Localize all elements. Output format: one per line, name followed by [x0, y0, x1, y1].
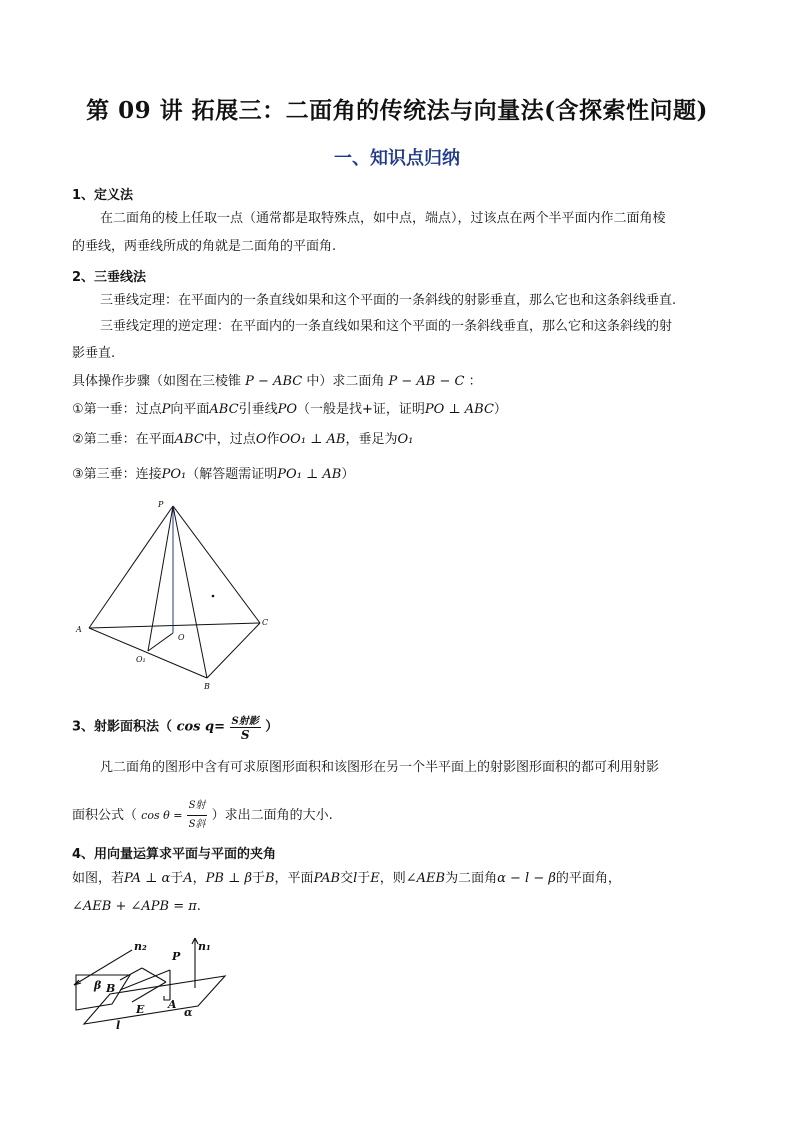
edge-pc [173, 506, 260, 623]
method2-heading: 2、三垂线法 [72, 270, 147, 285]
document-title: 第 09 讲 拓展三：二面角的传统法与向量法(含探索性问题) [86, 97, 708, 124]
formula-numerator: S射 [187, 797, 208, 816]
step2 [72, 431, 413, 449]
m4-math-a: A [183, 871, 193, 886]
step2-text-b: 中，过点 [203, 432, 256, 447]
m4-text-h: ，则 [379, 871, 406, 886]
plane-beta-flap-bottom [132, 982, 166, 1002]
step2-text-d: ，垂足为 [345, 432, 398, 447]
method4-heading: 4、用向量运算求平面与平面的夹角 [72, 847, 277, 862]
segment-po1 [148, 506, 173, 651]
method3-text-a: 面积公式（ [72, 808, 138, 823]
step3 [72, 466, 354, 484]
m4-text-a: 如图，若 [72, 871, 125, 886]
step3-math-perp: PO₁ ⊥ AB [277, 467, 342, 482]
step1-text-c: 引垂线 [238, 402, 278, 417]
step2-math-o1: O₁ [397, 432, 414, 447]
steps-text-c: ： [468, 374, 482, 389]
vector-dihedral-figure [70, 930, 240, 1032]
method3-formula-cos: cos θ = [141, 809, 183, 822]
label-c: C [262, 618, 269, 627]
formula-denominator: S斜 [188, 819, 206, 830]
step1-math-p: P [161, 402, 171, 417]
step1 [72, 401, 507, 419]
label-o1: O₁ [136, 655, 146, 664]
method4-line2 [72, 898, 201, 916]
label-a: A [76, 625, 82, 634]
method4-line1 [72, 870, 621, 888]
method1-heading: 1、定义法 [72, 188, 134, 203]
label-a: A [168, 998, 177, 1011]
tetrahedron-figure [70, 498, 280, 694]
fraction-denominator: S [240, 728, 250, 742]
label-p: P [172, 950, 181, 963]
method1-text-line2: 的垂线，两垂线所成的角就是二面角的平面角. [72, 239, 337, 254]
m4-text-b: 于 [170, 871, 184, 886]
step2-text-a: ②第二垂：在平面 [72, 432, 175, 447]
step3-text-c: ） [341, 467, 355, 482]
inverse-theorem-line1: 三垂线定理的逆定理：在平面内的一条直线如果和这个平面的一条斜线垂直，那么它和这条斜线的射 [100, 319, 673, 334]
m4-math-l: l [353, 871, 358, 886]
point-mark [212, 595, 214, 597]
method3-text-b: ）求出二面角的大小. [211, 808, 333, 823]
edge-bc [207, 623, 260, 678]
m4-text-f: 交 [340, 871, 354, 886]
edge-pa [89, 506, 173, 628]
steps-text-a: 具体操作步骤（如图在三棱锥 [72, 374, 242, 389]
step3-text-a: ③第三垂：连接 [72, 467, 162, 482]
step1-math-abc: ABC [209, 402, 239, 417]
step1-text-b: 向平面 [170, 402, 210, 417]
step1-math-po: PO [277, 402, 297, 417]
m4-text-end: . [196, 899, 201, 914]
step2-math-perp: OO₁ ⊥ AB [279, 432, 346, 447]
step1-text-d: （一般是找+证，证明 [296, 402, 425, 417]
label-b: B [106, 982, 116, 995]
method3-heading-text: 3、射影面积法（ [72, 719, 173, 735]
m4-math-angle-aeb: ∠AEB [405, 871, 446, 886]
method3-heading-end: ） [265, 719, 279, 735]
m4-math-b: B [264, 871, 275, 886]
label-alpha: α [184, 1006, 193, 1019]
m4-math-dihedral: α − l − β [497, 871, 556, 886]
math-tetrahedron: P − ABC [245, 374, 303, 389]
label-beta: β [94, 979, 102, 992]
m4-text-d: 于 [251, 871, 265, 886]
edge-pb [173, 506, 207, 678]
segment-oo1 [148, 633, 173, 651]
m4-text-g: 于 [357, 871, 371, 886]
step1-text-e: ） [493, 402, 507, 417]
label-n2: n₂ [134, 940, 147, 953]
m4-math-angle-sum: ∠AEB + ∠APB = π [72, 899, 197, 914]
label-n1: n₁ [198, 940, 211, 953]
step3-text-b: （解答题需证明 [186, 467, 278, 482]
three-perpendiculars-theorem: 三垂线定理：在平面内的一条直线如果和这个平面的一条斜线的射影垂直，那么它也和这条斜线垂直. [100, 293, 677, 308]
m4-text-e: ，平面 [274, 871, 314, 886]
plane-beta-flap-top [120, 968, 142, 980]
method3-formula-fraction [187, 797, 208, 834]
edge-ac [89, 623, 260, 628]
label-l: l [116, 1019, 121, 1032]
method3-text-line2 [72, 797, 333, 834]
method3-cos: cos q= [176, 719, 225, 735]
method3-text-line1: 凡二面角的图形中含有可求原图形面积和该图形在另一个半平面上的射影图形面积的都可利用射影 [100, 760, 660, 775]
method3-fraction [230, 712, 261, 742]
label-p: P [158, 500, 164, 509]
step2-math-o: O [255, 432, 267, 447]
edge-ab [89, 628, 207, 678]
m4-text-c: ， [192, 871, 206, 886]
step2-math-abc: ABC [174, 432, 204, 447]
step1-text-a: ①第一垂：过点 [72, 402, 162, 417]
label-e: E [136, 1003, 145, 1016]
label-o: O [178, 633, 185, 642]
method1-text-line1: 在二面角的棱上任取一点（通常都是取特殊点，如中点，端点），过该点在两个半平面内作二面角棱 [100, 211, 666, 226]
step1-math-perp: PO ⊥ ABC [424, 402, 494, 417]
m4-math-pb-perp: PB ⊥ β [205, 871, 252, 886]
steps-intro [72, 373, 482, 391]
step2-text-c: 作 [266, 432, 280, 447]
method3-heading [72, 712, 278, 742]
section-title: 一、知识点归纳 [334, 148, 460, 169]
inverse-theorem-line2: 影垂直. [72, 346, 116, 361]
math-dihedral-angle: P − AB − C [388, 374, 465, 389]
step3-math-po1: PO₁ [161, 467, 187, 482]
m4-text-j: 的平面角， [555, 871, 621, 886]
label-b: B [204, 682, 210, 691]
fraction-numerator: S射影 [230, 712, 261, 728]
m4-text-i: 为二面角 [445, 871, 498, 886]
steps-text-b: 中）求二面角 [306, 374, 385, 389]
m4-math-e: E [370, 871, 380, 886]
m4-math-pab: PAB [313, 871, 341, 886]
normal-n2 [74, 950, 132, 985]
m4-math-pa-perp: PA ⊥ α [124, 871, 171, 886]
